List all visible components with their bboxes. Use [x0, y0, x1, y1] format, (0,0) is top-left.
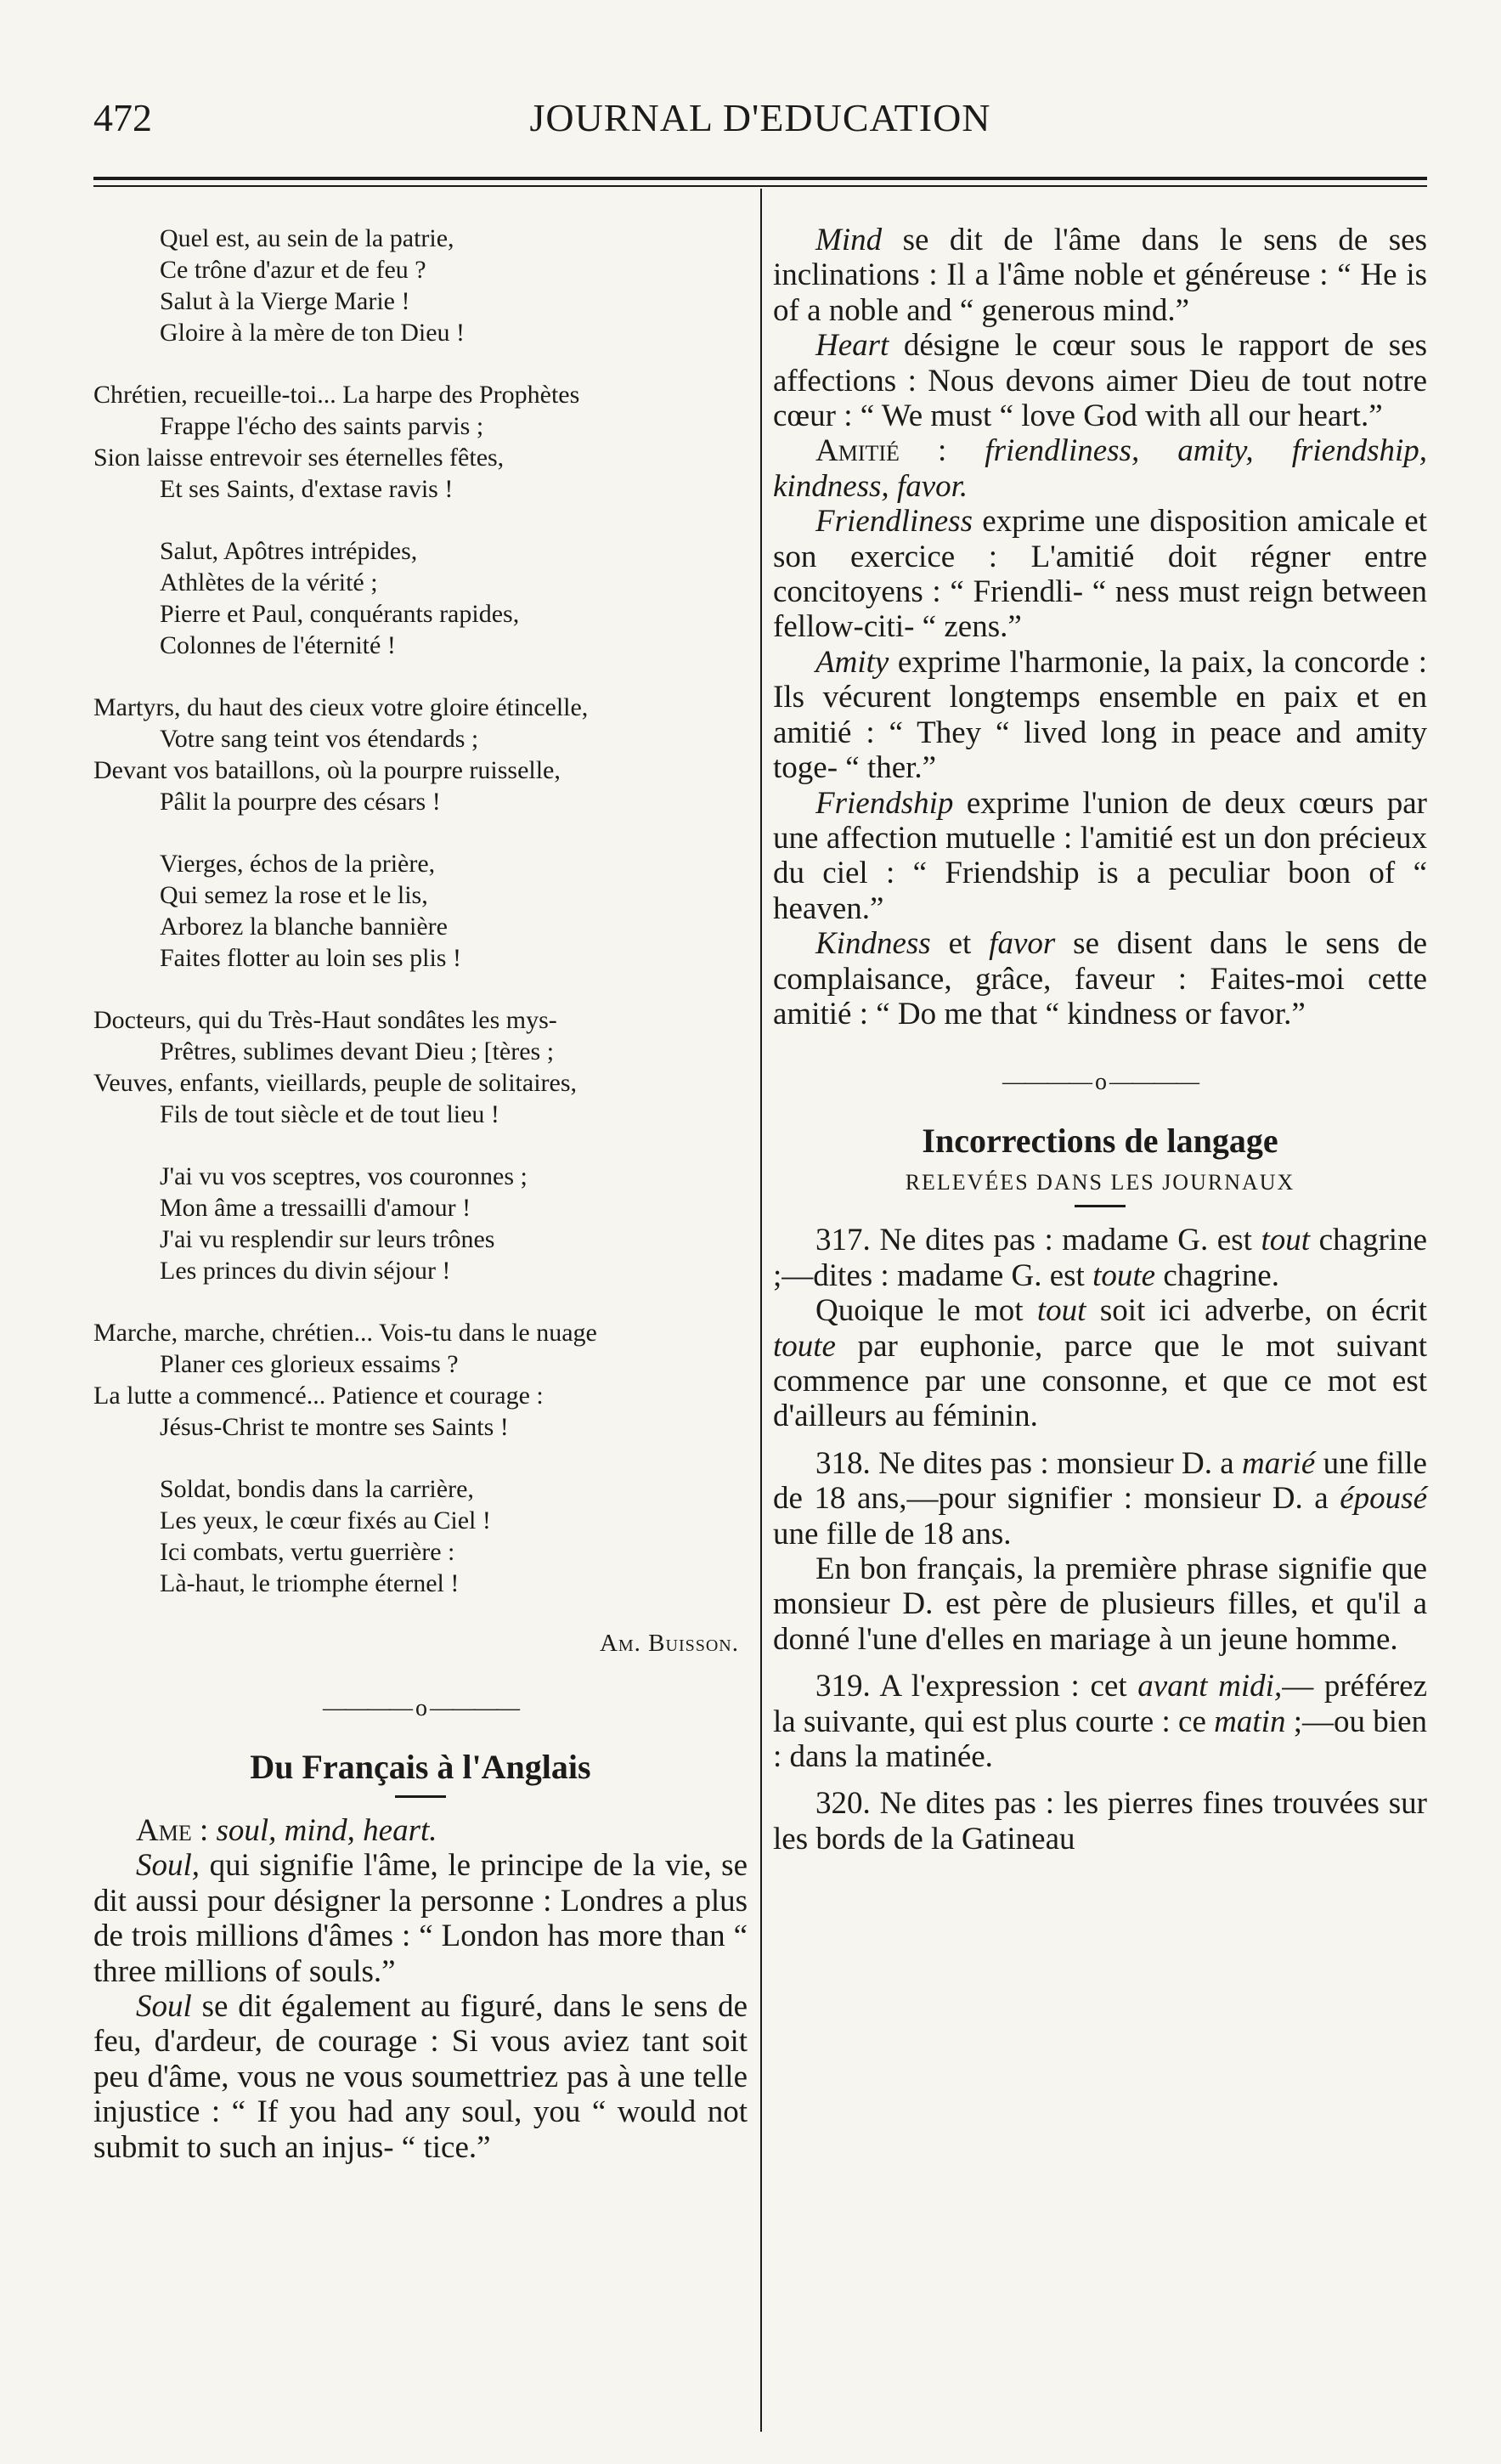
poem-stanza	[93, 1473, 748, 1599]
text: 318. Ne dites pas : monsieur D. a	[815, 1445, 1243, 1481]
text: une fille de 18 ans,—pour signifier : monsieur D. a	[773, 1445, 1427, 1517]
poem-line: Les princes du divin séjour !	[160, 1257, 451, 1285]
paragraph-soul-figure: se dit également au figuré, dans le sens de feu, d'ardeur, de courage : Si vous aviez tant soit peu d'âme, vous ne vous soumettriez pas à une telle injustice : “ If you had any soul, you “ would not submit to such an injus- “ tice.”	[93, 1989, 748, 2165]
incorrection-319	[773, 1669, 1427, 1774]
paragraph-amity: exprime l'harmonie, la paix, la concorde : Ils vécurent longtemps ensemble en paix et en amitié : “ They “ lived long in peace and amity toge- “ ther.”	[773, 644, 1427, 786]
poem-line: Là-haut, le triomphe éternel !	[160, 1569, 460, 1597]
poem-line: Prêtres, sublimes devant Dieu ; [tères ;	[160, 1037, 555, 1065]
poem-line: Planer ces glorieux essaims ?	[160, 1350, 459, 1378]
short-rule	[1075, 1205, 1126, 1207]
poem-line: Salut, Apôtres intrépides,	[160, 537, 418, 565]
text: Quoique le mot	[815, 1293, 1037, 1329]
page-number: 472	[93, 96, 152, 139]
text: une fille de 18 ans.	[773, 1516, 1012, 1551]
poem-line: Mon âme a tressailli d'amour !	[160, 1194, 471, 1222]
paragraph-kindness: se disent dans le sens de complaisance, grâce, faveur : Faites-moi cette amitié : “ Do me that “ kindness or favor.”	[773, 926, 1427, 1031]
poem-stanza	[93, 1317, 748, 1443]
text: — préférez la suivante, qui est plus courte : ce	[773, 1669, 1428, 1739]
incorrection-318	[773, 1446, 1427, 1657]
text: ;—ou bien : dans la matinée.	[773, 1704, 1428, 1775]
poem-line: J'ai vu vos sceptres, vos couronnes ;	[160, 1162, 528, 1190]
lead-word: Amity	[815, 644, 889, 680]
poem-line: Ici combats, vertu guerrière :	[160, 1538, 455, 1566]
paragraph-heart: désigne le cœur sous le rapport de ses affections : Nous devons aimer Dieu de tout notre cœur : “ We must “ love God with all our heart.”	[773, 328, 1427, 434]
poem-line: Gloire à la mère de ton Dieu !	[160, 319, 466, 347]
poem-line: Faites flotter au loin ses plis !	[160, 944, 461, 972]
italic-word: marié	[1242, 1445, 1316, 1481]
poem-line: Les yeux, le cœur fixés au Ciel !	[160, 1506, 491, 1534]
poem-line: J'ai vu resplendir sur leurs trônes	[160, 1225, 495, 1253]
poem-line: Quel est, au sein de la patrie,	[160, 224, 454, 252]
italic-word: tout	[1261, 1223, 1311, 1258]
poem-line: Sion laisse entrevoir ses éternelles fêtes,	[93, 444, 505, 472]
poem-line: La lutte a commencé... Patience et courage :	[93, 1382, 544, 1410]
paragraph-mind: se dit de l'âme dans le sens de ses inclinations : Il a l'âme noble et généreuse : “ He is of a noble and “ generous mind.”	[773, 223, 1427, 328]
poem-line: Ce trône d'azur et de feu ?	[160, 256, 426, 284]
poem-line: Docteurs, qui du Très-Haut sondâtes les mys-	[93, 1006, 557, 1034]
poem-line: Et ses Saints, d'extase ravis !	[160, 475, 454, 503]
italic-word: épousé	[1340, 1481, 1427, 1517]
poem-line: Veuves, enfants, vieillards, peuple de solitaires,	[93, 1069, 578, 1097]
poem-line: Votre sang teint vos étendards ;	[160, 725, 479, 753]
poem-line: Marche, marche, chrétien... Vois-tu dans le nuage	[93, 1319, 597, 1347]
italic-word: matin	[1214, 1704, 1286, 1739]
poem-line: Pierre et Paul, conquérants rapides,	[160, 600, 520, 628]
lead-word: Friendliness	[815, 504, 973, 540]
lead-word: Heart	[815, 328, 889, 364]
lead-word: Soul,	[136, 1848, 200, 1884]
lead-word: Mind	[815, 223, 883, 257]
poem-stanza	[93, 848, 748, 974]
poem-line: Frappe l'écho des saints parvis ;	[160, 412, 484, 440]
text: 319. A l'expression : cet	[815, 1669, 1138, 1704]
section-subtitle: RELEVÉES DANS LES JOURNAUX	[905, 1170, 1295, 1195]
entry-head: Ame :	[136, 1813, 209, 1848]
poem-stanza	[93, 535, 748, 661]
paragraph-soul: qui signifie l'âme, le principe de la vie, se dit aussi pour désigner la personne : Londres a plus de trois millions d'âmes : “ London has more than “ three millions of souls.”	[93, 1848, 748, 1989]
column-divider	[760, 189, 762, 2432]
page-header	[93, 95, 1427, 155]
poem-line: Soldat, bondis dans la carrière,	[160, 1475, 474, 1503]
section-title-francais-anglais: Du Français à l'Anglais	[250, 1748, 591, 1786]
text: chagrine.	[1155, 1257, 1279, 1293]
journal-title: JOURNAL D'EDUCATION	[529, 96, 991, 139]
right-column	[773, 223, 1427, 1856]
lead-word: Friendship	[815, 785, 954, 821]
italic-word: avant midi,	[1137, 1669, 1283, 1704]
italic-word: toute	[1092, 1257, 1156, 1293]
paragraph-friendship: exprime l'union de deux cœurs par une affection mutuelle : l'amitié est un don précieux du ciel : “ Friendship is a peculiar boon of “ heaven.”	[773, 785, 1427, 926]
poem-line: Athlètes de la vérité ;	[160, 568, 378, 596]
poem-line: Salut à la Vierge Marie !	[160, 287, 410, 315]
poem	[93, 223, 748, 1599]
poem-line: Devant vos bataillons, où la pourpre ruisselle,	[93, 756, 561, 784]
short-rule	[395, 1795, 446, 1798]
poem-line: Jésus-Christ te montre ses Saints !	[160, 1413, 509, 1441]
entry-meanings: friendliness, amity, friendship, kindness, favor.	[773, 433, 1428, 504]
ornament-divider: ———— o ————	[1002, 1069, 1198, 1096]
poem-line: Vierges, échos de la prière,	[160, 850, 436, 878]
poem-line: Martyrs, du haut des cieux votre gloire étincelle,	[93, 693, 589, 721]
poem-stanza	[93, 223, 748, 348]
poem-stanza	[93, 1161, 748, 1286]
text: 320. Ne dites pas : les pierres fines trouvées sur les bords de la Gatineau	[773, 1786, 1427, 1856]
connector: et	[930, 926, 990, 962]
poem-stanza	[93, 692, 748, 817]
poem-line: Colonnes de l'éternité !	[160, 631, 396, 659]
poem-signature: Am. Buisson.	[599, 1630, 739, 1657]
ornament-divider: ———— o ————	[323, 1695, 518, 1721]
fr-en-continued	[773, 223, 1427, 1031]
entry-ame	[93, 1813, 748, 2165]
poem-line: Qui semez la rose et le lis,	[160, 881, 428, 909]
text: soit ici adverbe, on écrit	[1086, 1293, 1427, 1329]
lead-word: Soul	[136, 1989, 192, 2025]
italic-word: toute	[773, 1328, 836, 1364]
header-rule-thick	[93, 177, 1427, 180]
header-rule-thin	[93, 185, 1427, 187]
incorrection-318-explanation: En bon français, la première phrase signifie que monsieur D. est père de plusieurs filles, et qu'il a donné l'une d'elles en mariage à un jeune homme.	[773, 1551, 1427, 1657]
poem-line: Fils de tout siècle et de tout lieu !	[160, 1100, 499, 1128]
lead-word: favor	[989, 926, 1056, 962]
left-column	[93, 223, 748, 2165]
italic-word: tout	[1036, 1293, 1086, 1329]
text: 317. Ne dites pas : madame G. est	[815, 1223, 1261, 1258]
lead-word: Kindness	[815, 926, 931, 962]
poem-line: Pâlit la pourpre des césars !	[160, 788, 441, 816]
incorrection-317	[773, 1223, 1427, 1433]
section-title-incorrections: Incorrections de langage	[922, 1122, 1278, 1161]
poem-line: Arborez la blanche bannière	[160, 913, 448, 941]
poem-stanza	[93, 1004, 748, 1130]
poem-stanza	[93, 379, 748, 505]
entry-meanings: soul, mind, heart.	[216, 1813, 437, 1848]
text: chagrine ;—dites : madame G. est	[773, 1223, 1427, 1293]
paragraph-friendliness: exprime une disposition amicale et son exercice : L'amitié doit régner entre concitoyens : “ Friendli- “ ness must reign between fellow-citi- “ zens.”	[773, 504, 1427, 645]
text: par euphonie, parce que le mot suivant commence par une consonne, et que ce mot est d'ailleurs au féminin.	[773, 1328, 1427, 1434]
poem-line: Chrétien, recueille-toi... La harpe des Prophètes	[93, 381, 580, 409]
incorrection-320	[773, 1786, 1427, 1856]
entry-head: Amitié :	[815, 433, 947, 469]
